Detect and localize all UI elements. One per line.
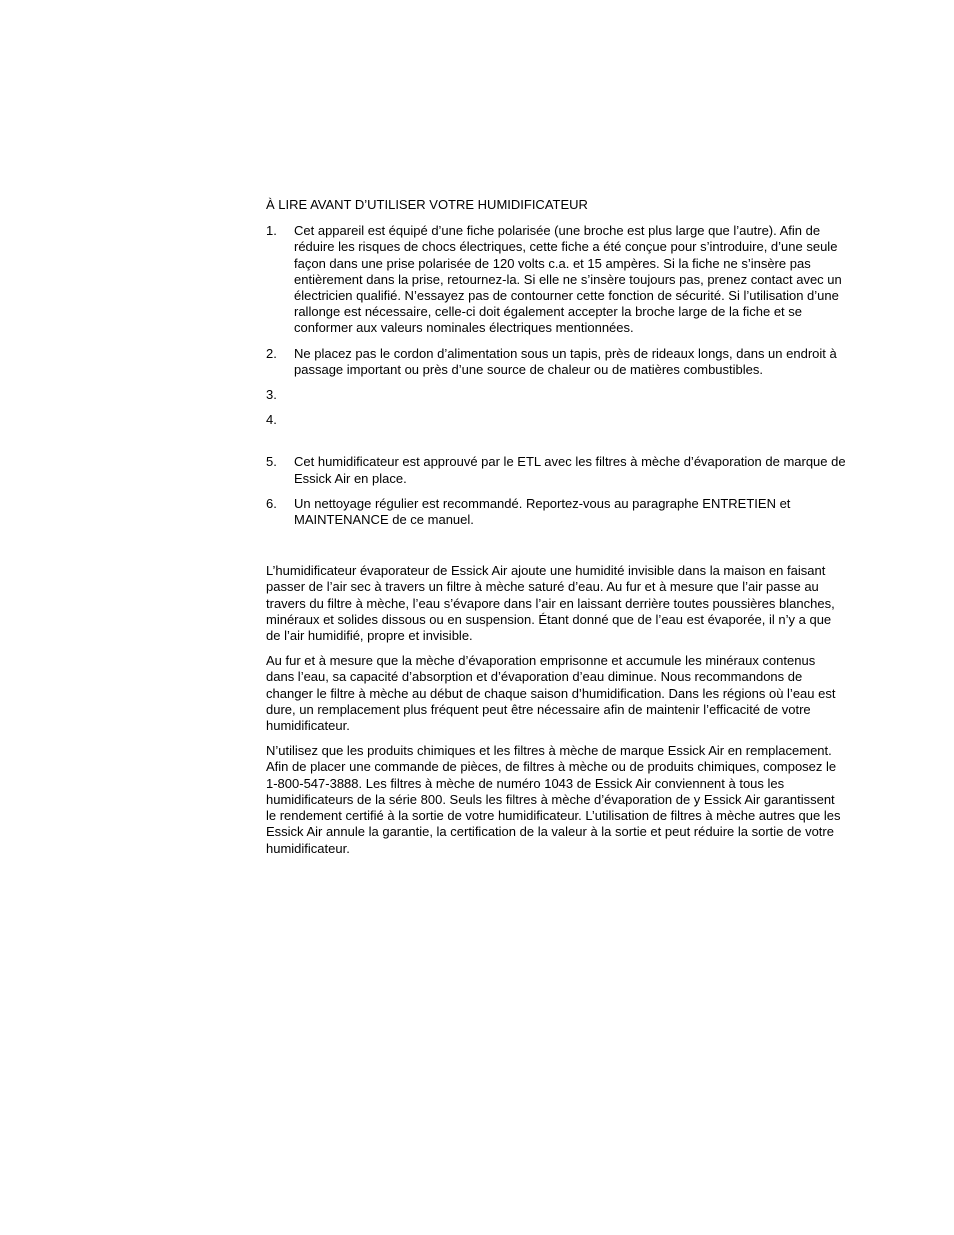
document-page: [266, 197, 846, 866]
document-heading: À LIRE AVANT D’UTILISER VOTRE HUMIDIFICATEUR: [266, 197, 588, 212]
body-paragraph: N’utilisez que les produits chimiques et les filtres à mèche de marque Essick Air en remplacement. Afin de placer une commande de pièces, de filtres à mèche ou de produits chimiques, composez le 1-800-547-3888. Les filtres à mèche de numéro 1043 de Essick Air conviennent à tous les humidificateurs de la série 800. Seuls les filtres à mèche d’évaporation de y Essick Air garantissent le rendement certifié à la sortie de votre humidificateur. L’utilisation de filtres à mèche autres que les Essick Air annule la garantie, la certification de la valeur à la sortie et peut réduire la sortie de votre humidificateur.: [266, 743, 841, 856]
list-item-text: Cet humidificateur est approuvé par le ETL avec les filtres à mèche d’évaporation de marque de Essick Air en place.: [294, 454, 846, 486]
list-item: [266, 496, 846, 528]
list-item-text: [294, 412, 846, 428]
list-item-number: 6.: [266, 495, 277, 511]
list-item-text: Cet appareil est équipé d’une fiche polarisée (une broche est plus large que l’autre). Afin de réduire les risques de chocs électriques, cette fiche a été conçue pour s’introduire, d’une seule façon dans une prise polarisée de 120 volts c.a. et 15 ampères. Si la fiche ne s’insère pas entièrement dans la prise, retournez-la. Si elle ne s’insère toujours pas, prenez contact avec un électricien qualifié. N’essayez pas de contourner cette fonction de sécurité. Si l’utilisation d’une rallonge est nécessaire, celle-ci doit également accepter la broche large de la fiche et se conformer aux valeurs nominales électriques mentionnées.: [294, 223, 842, 336]
list-item-number: 5.: [266, 454, 277, 470]
list-item-number: 2.: [266, 345, 277, 361]
list-item-text: Un nettoyage régulier est recommandé. Reportez-vous au paragraphe ENTRETIEN et MAINTENANCE de ce manuel.: [294, 495, 791, 528]
list-item: [266, 387, 846, 403]
body-paragraph: Au fur et à mesure que la mèche d’évaporation emprisonne et accumule les minéraux contenus dans l’eau, sa capacité d’absorption et d’évaporation d’eau diminue. Nous recommandons de changer le filtre à mèche au début de chaque saison d’humidification. Dans les régions où l’eau est dure, un remplacement plus fréquent peut être nécessaire afin de maintenir l’efficacité de votre humidificateur.: [266, 653, 836, 734]
list-item: [266, 454, 846, 486]
body-section: [266, 563, 846, 856]
list-item-number: 1.: [266, 223, 277, 239]
list-item: [266, 412, 846, 428]
list-item-text: Ne placez pas le cordon d’alimentation sous un tapis, près de rideaux longs, dans un endroit à passage important ou près d’une source de chaleur ou de matières combustibles.: [294, 345, 837, 377]
body-paragraph: L’humidificateur évaporateur de Essick Air ajoute une humidité invisible dans la maison en faisant passer de l’air sec à travers un filtre à mèche saturé d’eau. Au fur et à mesure que l’air passe au travers du filtre à mèche, l’eau s’évapore dans l’air en laissant derrière toutes poussières blanches, minéraux et solides dissous ou en suspension. Étant donné que de l’eau est évaporée, il n’y a que de l’air humidifié, propre et invisible.: [266, 563, 835, 644]
instructions-list: [266, 223, 846, 528]
list-item-text: [294, 387, 846, 403]
list-item-number: 4.: [266, 412, 277, 428]
list-item: [266, 346, 846, 378]
list-item-number: 3.: [266, 387, 277, 403]
list-item: [266, 223, 846, 336]
